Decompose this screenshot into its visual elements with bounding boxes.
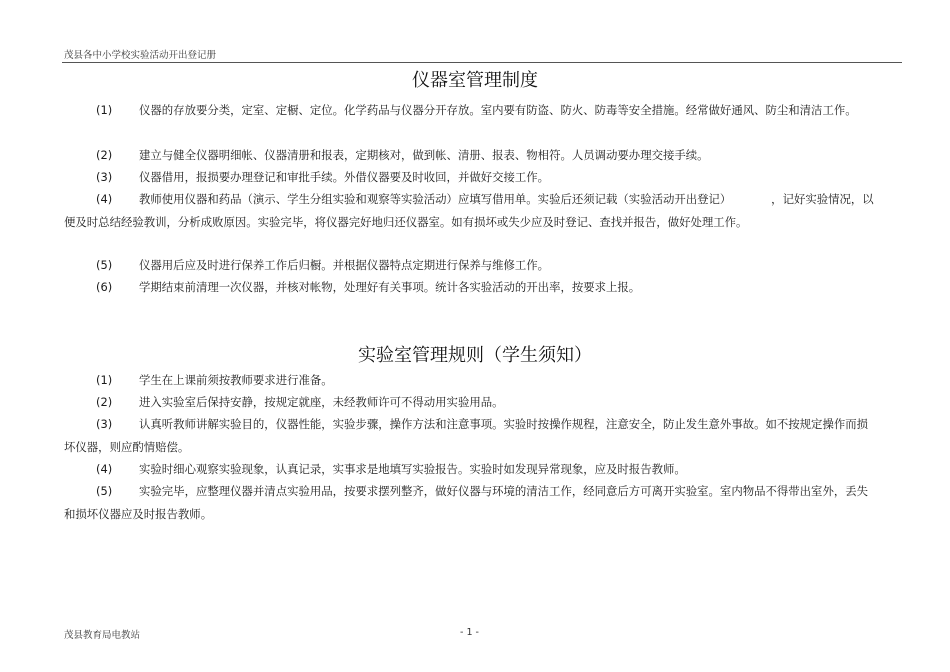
rule-number: (1): [96, 103, 113, 117]
rule-item: [64, 144, 874, 167]
rule-item: [64, 413, 874, 458]
rule-item: [64, 391, 874, 414]
rule-number: (1): [96, 373, 113, 387]
rule-text: 学期结束前清理一次仪器，并核对帐物，处理好有关事项。统计各实验活动的开出率，按要求上报。: [139, 280, 641, 294]
rule-number: (3): [96, 417, 113, 431]
rule-number: (5): [96, 484, 113, 498]
rule-item: [64, 188, 874, 233]
footer-publisher: 茂县教育局电教站: [64, 630, 141, 641]
rule-item: [64, 276, 874, 299]
rule-item: [64, 480, 874, 525]
rule-text: 仪器的存放要分类，定室、定橱、定位。化学药品与仪器分开存放。室内要有防盗、防火、防毒等安全措施。经常做好通风、防尘和清洁工作。: [139, 103, 857, 117]
rule-text: 仪器用后应及时进行保养工作后归橱。并根据仪器特点定期进行保养与维修工作。: [139, 258, 550, 272]
rule-item: [64, 166, 874, 189]
rule-number: (5): [96, 258, 113, 272]
rule-text: 进入实验室后保持安静，按规定就座，未经教师许可不得动用实验用品。: [139, 395, 504, 409]
header-divider: [62, 62, 902, 63]
rule-text: 实验时细心观察实验现象，认真记录，实事求是地填写实验报告。实验时如发现异常现象，应及时报告教师。: [139, 462, 686, 476]
rule-number: (2): [96, 148, 113, 162]
section-title-instrument-room: 仪器室管理制度: [412, 70, 538, 91]
rule-number: (4): [96, 462, 113, 476]
rule-item: [64, 458, 874, 481]
rule-number: (2): [96, 395, 113, 409]
rule-number: (4): [96, 192, 113, 206]
rule-text: 认真听教师讲解实验目的，仪器性能，实验步骤，操作方法和注意事项。实验时按操作规程，注意安全，防止发生意外事故。如不按规定操作而损坏仪器，则应酌情赔偿。: [64, 417, 869, 454]
rule-text: 建立与健全仪器明细帐、仪器清册和报表，定期核对，做到帐、清册、报表、物相符。人员调动要办理交接手续。: [139, 148, 709, 162]
rule-number: (6): [96, 280, 113, 294]
section-title-lab-rules: 实验室管理规则（学生须知）: [358, 345, 592, 366]
rule-text: 教师使用仪器和药品（演示、学生分组实验和观察等实验活动）应填写借用单。实验后还须记载（实验活动开出登记） ，记好实验情况，以便及时总结经验教训，分析成败原因。实验完毕，将仪器完好地归还仪器室。如有损坏或失少应及时登记、查找并报告，做好处理工作。: [64, 192, 874, 229]
rule-text: 实验完毕，应整理仪器并清点实验用品，按要求摆列整齐，做好仪器与环境的清洁工作，经同意后方可离开实验室。室内物品不得带出室外，丢失和损坏仪器应及时报告教师。: [64, 484, 869, 521]
rule-item: [64, 254, 874, 277]
rule-item: [64, 99, 874, 122]
page-number: - 1 -: [460, 627, 479, 638]
rule-text: 学生在上课前须按教师要求进行准备。: [139, 373, 333, 387]
page-header: 茂县各中小学校实验活动开出登记册: [64, 50, 217, 61]
rule-text: 仪器借用，报损要办理登记和审批手续。外借仪器要及时收回，并做好交接工作。: [139, 170, 550, 184]
rule-number: (3): [96, 170, 113, 184]
rule-item: [64, 369, 874, 392]
